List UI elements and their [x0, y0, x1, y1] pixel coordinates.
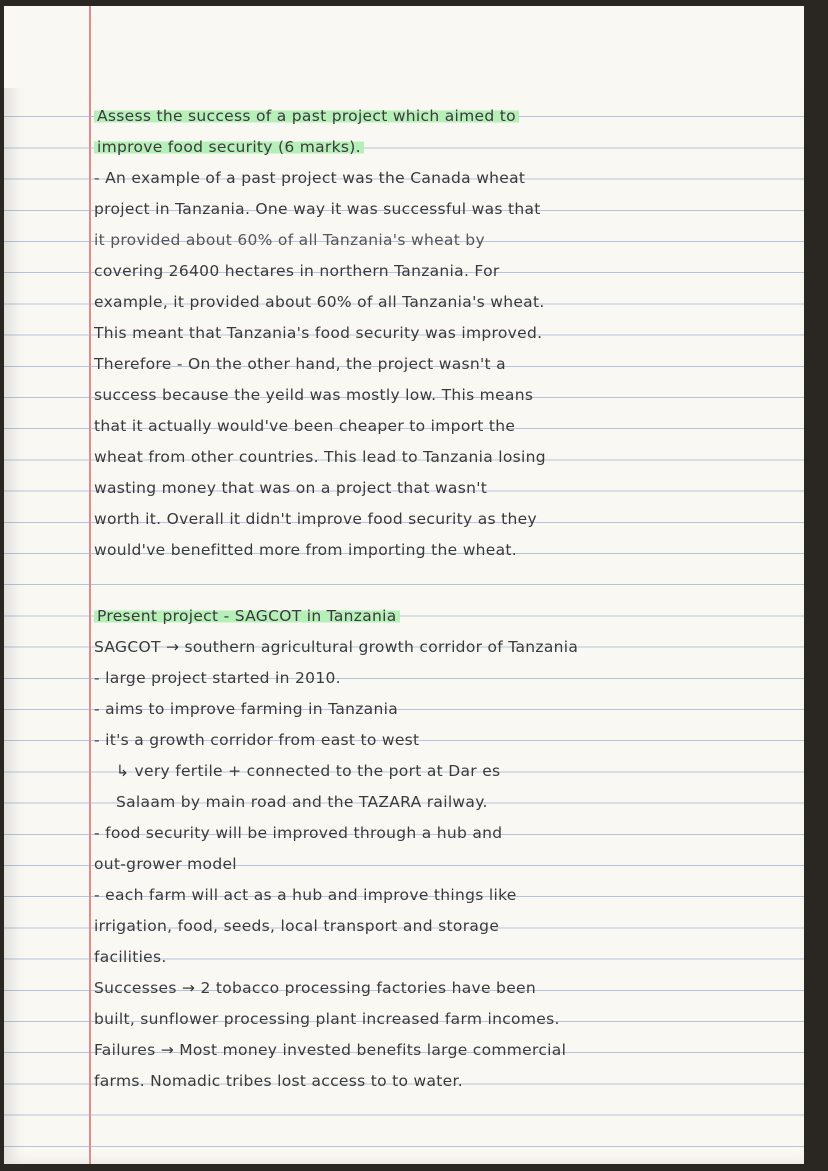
present-body-line: - food security will be improved through a hub and — [94, 824, 503, 842]
past-body-line: Therefore - On the other hand, the project wasn't a — [94, 355, 506, 373]
past-body-line: success because the yeild was mostly low. This means — [94, 386, 534, 404]
present-body-line: Salaam by main road and the TAZARA railway. — [116, 793, 488, 811]
present-body-line: - it's a growth corridor from east to west — [94, 731, 420, 749]
present-body-line: built, sunflower processing plant increased farm incomes. — [94, 1010, 560, 1028]
past-body-line: wheat from other countries. This lead to Tanzania losing — [94, 448, 546, 466]
present-body-line: Failures → Most money invested benefits large commercial — [94, 1041, 567, 1059]
past-body-line: that it actually would've been cheaper to import the — [94, 417, 516, 435]
present-body-line: Successes → 2 tobacco processing factories have been — [94, 979, 536, 997]
margin-line — [89, 6, 91, 1164]
present-body-line: facilities. — [94, 948, 167, 966]
past-body-line: would've benefitted more from importing the wheat. — [94, 541, 518, 559]
past-body-line: wasting money that was on a project that wasn't — [94, 479, 488, 497]
past-body-line: covering 26400 hectares in northern Tanzania. For — [94, 262, 500, 280]
notebook-page — [4, 6, 804, 1164]
present-body-line: ↳ very fertile + connected to the port at Dar es — [116, 762, 501, 780]
present-heading: Present project - SAGCOT in Tanzania — [94, 607, 400, 625]
present-body-line: irrigation, food, seeds, local transport and storage — [94, 917, 500, 935]
past-body-line: - An example of a past project was the Canada wheat — [94, 169, 526, 187]
present-body-line: farms. Nomadic tribes lost access to to water. — [94, 1072, 463, 1090]
question-text-1: Assess the success of a past project which aimed to — [94, 107, 519, 125]
past-body-line: This meant that Tanzania's food security was improved. — [94, 324, 543, 342]
present-body-line: SAGCOT → southern agricultural growth corridor of Tanzania — [94, 638, 579, 656]
page-header-space — [4, 6, 804, 88]
present-heading-line — [94, 606, 400, 626]
present-body-line: - large project started in 2010. — [94, 669, 341, 687]
past-body-line: worth it. Overall it didn't improve food security as they — [94, 510, 537, 528]
question-text-2: improve food security (6 marks). — [94, 138, 364, 156]
question-line-2 — [94, 137, 364, 157]
present-body-line: - aims to improve farming in Tanzania — [94, 700, 399, 718]
past-body-line-crossed: it provided about 60% of all Tanzania's wheat by — [94, 231, 485, 249]
present-body-line: out-grower model — [94, 855, 237, 873]
present-body-line: - each farm will act as a hub and improve things like — [94, 886, 517, 904]
question-line-1 — [94, 106, 519, 126]
past-body-line: example, it provided about 60% of all Tanzania's wheat. — [94, 293, 545, 311]
past-body-line: project in Tanzania. One way it was successful was that — [94, 200, 541, 218]
